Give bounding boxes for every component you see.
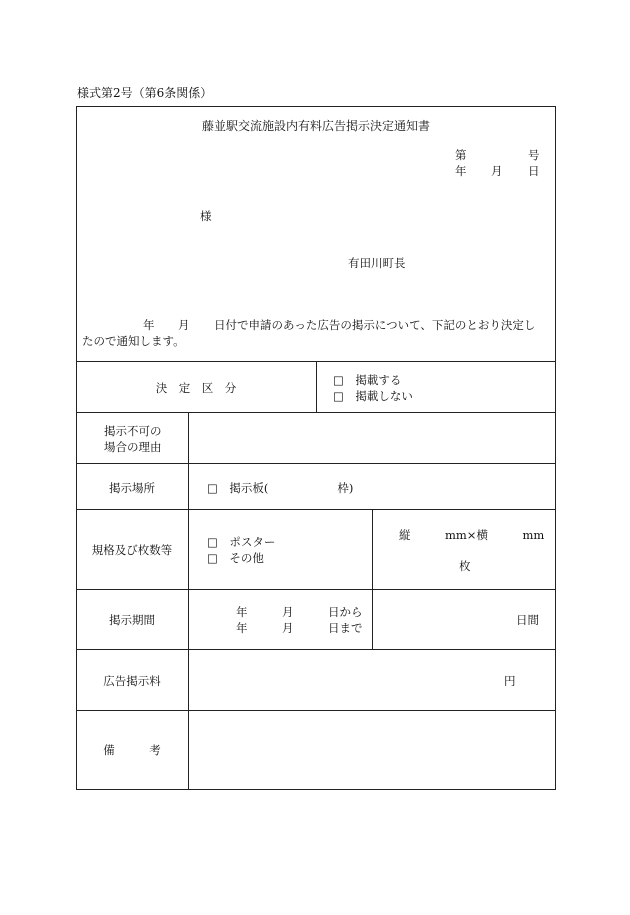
number-prefix: 第 bbox=[455, 148, 467, 162]
spec-option-poster: □ ポスター bbox=[207, 535, 276, 549]
period-label: 掲示期間 bbox=[109, 613, 155, 627]
decision-option-publish: □ 掲載する bbox=[333, 373, 402, 387]
spec-option-other: □ その他 bbox=[207, 551, 264, 565]
issuer: 有田川町長 bbox=[348, 256, 406, 270]
table-right-border bbox=[555, 106, 556, 790]
spec-count: 枚 bbox=[459, 559, 471, 573]
row-line-3 bbox=[76, 463, 556, 464]
form-label: 様式第2号（第6条関係） bbox=[77, 86, 213, 100]
notice-title: 藤並駅交流施設内有料広告掲示決定通知書 bbox=[201, 119, 430, 133]
value-column-line bbox=[372, 509, 373, 649]
decision-label: 決 定 区 分 bbox=[155, 381, 237, 395]
row-line-6 bbox=[76, 649, 556, 650]
date-year: 年 bbox=[455, 164, 467, 178]
fee-label: 広告掲示料 bbox=[103, 674, 161, 688]
reason-label-line-1: 掲示不可の bbox=[104, 424, 162, 438]
decision-column-line bbox=[316, 361, 317, 412]
body-line-2: たので通知します。 bbox=[82, 334, 185, 348]
table-top-border bbox=[76, 106, 556, 107]
label-column-line bbox=[188, 412, 189, 790]
number-suffix: 号 bbox=[528, 148, 540, 162]
date-day: 日 bbox=[528, 164, 540, 178]
body-year: 年 bbox=[143, 318, 155, 332]
row-line-5 bbox=[76, 589, 556, 590]
place-label: 掲示場所 bbox=[109, 481, 155, 495]
remarks-label: 備 考 bbox=[103, 743, 161, 757]
place-value: □ 掲示板( 枠) bbox=[207, 481, 354, 495]
spec-label: 規格及び枚数等 bbox=[91, 543, 173, 557]
reason-label-line-2: 場合の理由 bbox=[104, 440, 162, 454]
date-month: 月 bbox=[491, 164, 503, 178]
spec-size: 縦 mm×横 mm bbox=[399, 528, 545, 542]
decision-option-not-publish: □ 掲載しない bbox=[333, 389, 413, 403]
table-bottom-border bbox=[76, 789, 556, 790]
row-line-2 bbox=[76, 412, 556, 413]
fee-unit: 円 bbox=[504, 674, 516, 688]
body-month: 月 bbox=[178, 318, 190, 332]
row-line-7 bbox=[76, 710, 556, 711]
row-line-4 bbox=[76, 509, 556, 510]
period-days: 日間 bbox=[516, 613, 539, 627]
period-from: 年 月 日から bbox=[236, 605, 363, 619]
addressee-suffix: 様 bbox=[200, 209, 212, 223]
body-line-1: 日付で申請のあった広告の掲示について、下記のとおり決定し bbox=[214, 318, 536, 332]
period-to: 年 月 日まで bbox=[236, 621, 363, 635]
